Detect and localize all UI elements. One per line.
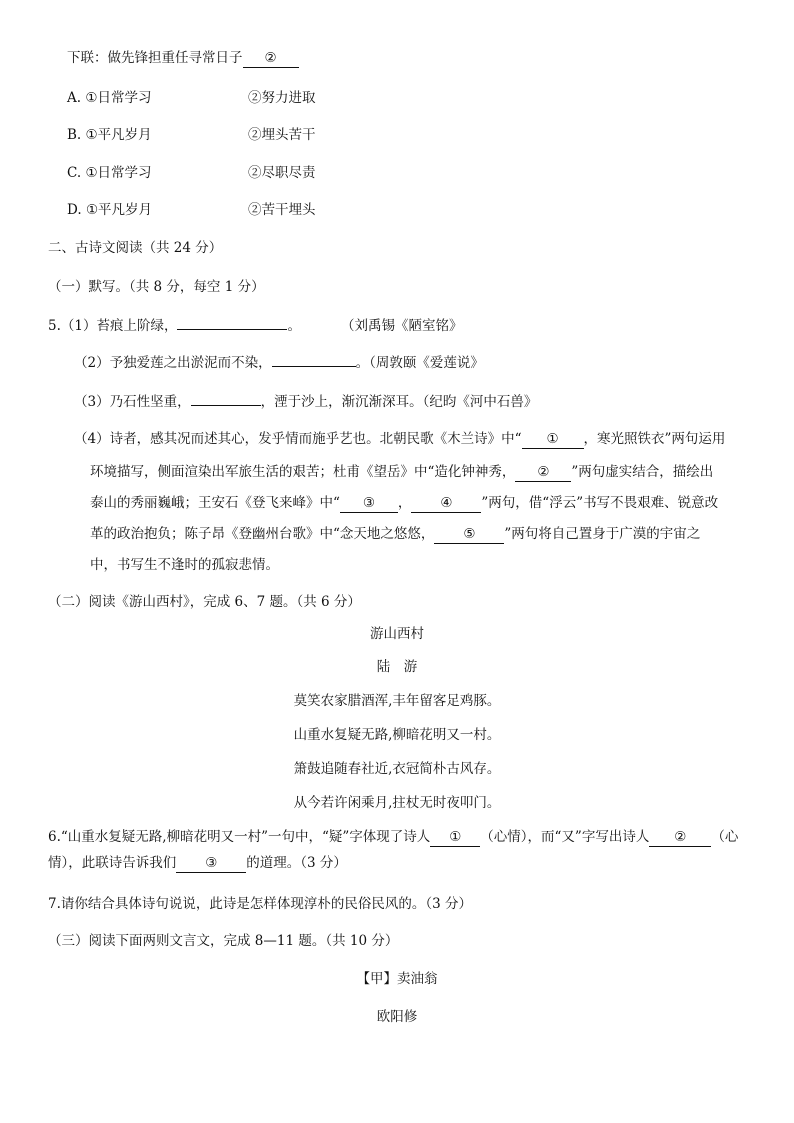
poem-line: 莫笑农家腊酒浑,丰年留客足鸡豚。: [293, 693, 501, 709]
answer-blank: ⑤: [434, 526, 504, 544]
answer-blank: ④: [411, 495, 481, 513]
question-text: 革的政治抱负；陈子昂《登幽州台歌》中“念天地之悠悠，: [90, 526, 435, 542]
xialian-line: [67, 48, 299, 68]
question-6-line1: [48, 827, 738, 847]
section-heading: 二、古诗文阅读（共 24 分）: [48, 240, 223, 256]
question-text: ，寒光照铁衣”两句运用: [583, 431, 726, 447]
question-text: 5.（1）苔痕上阶绿，: [48, 318, 178, 334]
source-text: （刘禹锡《陋室铭》: [340, 318, 463, 334]
answer-blank: ①: [430, 829, 480, 847]
poem-author: 陆 游: [376, 659, 418, 675]
option-letter: C.: [67, 165, 82, 181]
poem-line: 山重水复疑无路,柳暗花明又一村。: [293, 727, 501, 743]
part-heading: （二）阅读《游山西村》，完成 6、7 题。（共 6 分）: [48, 594, 361, 610]
option-first: ①平凡岁月: [85, 202, 153, 218]
question-text: 的道理。（3 分）: [246, 855, 347, 871]
question-text: ”两句，借“浮云”书写不畏艰难、锐意改: [481, 495, 719, 511]
question-text: 情），此联诗告诉我们: [48, 855, 177, 871]
option-d: [67, 200, 367, 220]
question-text: （3）乃石性坚重，: [74, 394, 191, 410]
poem-line: 箫鼓追随春社近,衣冠简朴古风存。: [293, 761, 501, 777]
question-5-1: [48, 316, 462, 336]
option-letter: A.: [67, 90, 82, 106]
option-first: ①日常学习: [85, 165, 152, 181]
question-text: 。: [287, 318, 301, 334]
option-letter: D.: [67, 202, 82, 218]
xialian-text: 下联：做先锋担重任寻常日子: [67, 50, 243, 66]
answer-blank: ③: [176, 855, 246, 873]
question-5-3: [74, 392, 537, 412]
part-heading: （一）默写。（共 8 分，每空 1 分）: [48, 279, 265, 295]
question-5-4-line1: [74, 429, 725, 449]
option-first: ①日常学习: [85, 90, 152, 106]
answer-blank: ②: [243, 50, 299, 68]
poem-title: 游山西村: [370, 626, 424, 642]
option-c: [67, 163, 367, 183]
answer-blank: [272, 366, 356, 367]
option-second: ②苦干埋头: [248, 202, 316, 218]
answer-blank: ①: [522, 431, 584, 449]
question-text: 6.“山重水复疑无路,柳暗花明又一村”一句中，“疑”字体现了诗人: [48, 829, 431, 845]
answer-blank: ②: [649, 829, 711, 847]
option-second: ②尽职尽责: [248, 165, 316, 181]
question-5-4-line5: 中，书写生不逢时的孤寂悲情。: [90, 557, 279, 573]
question-text: （2）予独爱莲之出淤泥而不染，: [74, 355, 272, 371]
question-text: ”两句虚实结合，描绘出: [571, 464, 714, 480]
poem-line: 从今若许闲乘月,拄杖无时夜叩门。: [293, 795, 501, 811]
question-text: ，: [397, 495, 412, 511]
option-first: ①平凡岁月: [85, 127, 152, 143]
question-text: （4）诗者，感其况而述其心，发乎情而施乎艺也。北朝民歌《木兰诗》中“: [74, 431, 522, 447]
option-b: [67, 125, 367, 145]
question-text: ”两句将自己置身于广漠的宇宙之: [504, 526, 701, 542]
question-text: （心: [711, 829, 739, 845]
part-heading: （三）阅读下面两则文言文，完成 8—11 题。（共 10 分）: [48, 933, 399, 949]
question-5-4-line2: [90, 462, 713, 482]
option-second: ②埋头苦干: [248, 127, 316, 143]
answer-blank: ②: [515, 464, 571, 482]
question-text: ，湮于沙上，渐沉渐深耳。（纪昀《河中石兽》: [260, 394, 538, 410]
question-6-line2: [48, 853, 347, 873]
question-5-2: [74, 353, 484, 373]
question-7: 7.请你结合具体诗句说说，此诗是怎样体现淳朴的民俗民风的。（3 分）: [48, 896, 473, 912]
answer-blank: [191, 405, 261, 406]
question-5-4-line4: [90, 524, 700, 544]
question-text: （心情），而“又”字写出诗人: [480, 829, 650, 845]
option-a: [67, 88, 367, 108]
answer-blank: ③: [340, 495, 398, 513]
option-letter: B.: [67, 127, 82, 143]
question-5-4-line3: [90, 493, 718, 513]
answer-blank: [177, 329, 287, 330]
wenyan-author: 欧阳修: [376, 1009, 418, 1025]
question-text: 泰山的秀丽巍峨；王安石《登飞来峰》中“: [90, 495, 340, 511]
question-text: 环境描写，侧面渲染出军旅生活的艰苦；杜甫《望岳》中“造化钟神秀，: [90, 464, 516, 480]
wenyan-title: 【甲】卖油翁: [356, 971, 438, 987]
question-text: 。（周敦颐《爱莲说》: [355, 355, 484, 371]
option-second: ②努力进取: [248, 90, 316, 106]
